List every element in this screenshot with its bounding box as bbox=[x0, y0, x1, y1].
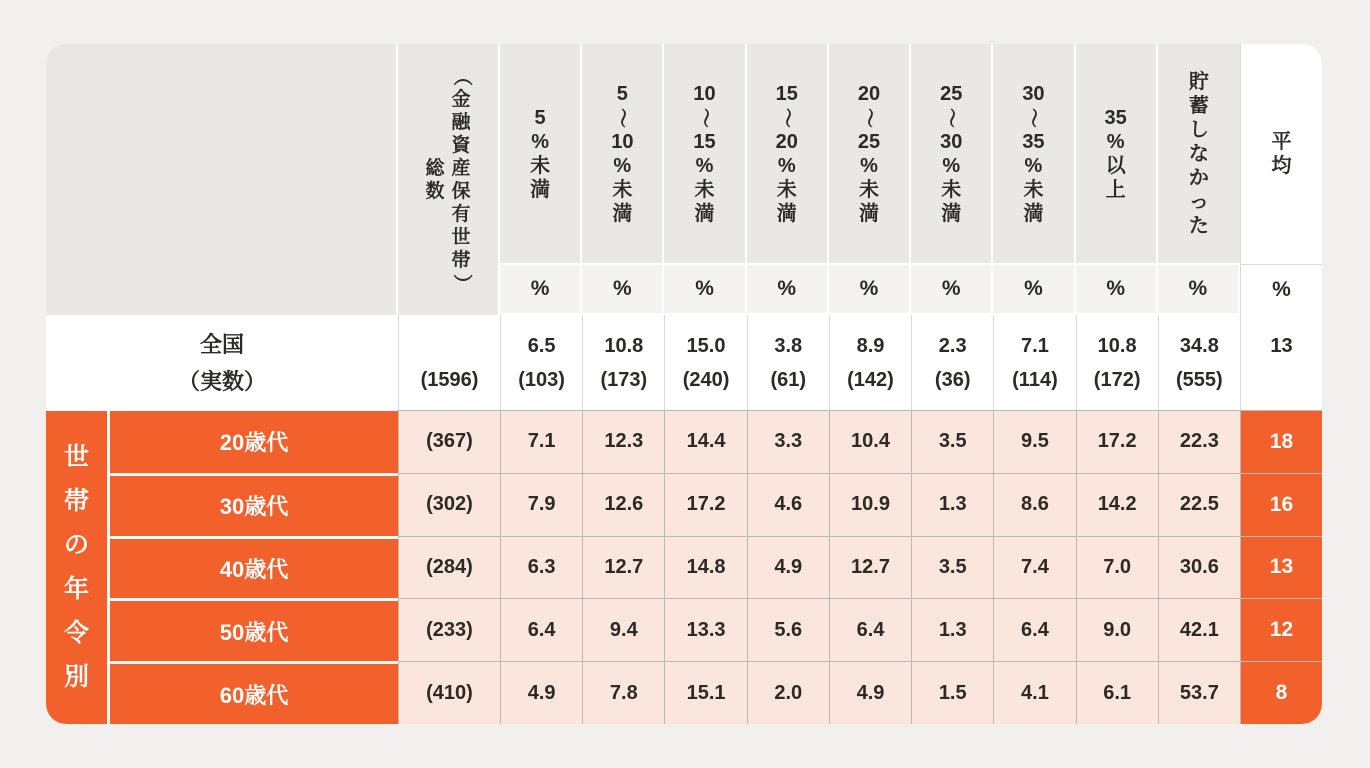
age-value-cell: 1.3 bbox=[911, 473, 993, 536]
national-value-cell: 3.8 (61) bbox=[747, 315, 829, 410]
age-value-cell: 4.9 bbox=[500, 661, 582, 724]
age-value-cell: 7.8 bbox=[582, 661, 664, 724]
age-value-cell: 1.5 bbox=[911, 661, 993, 724]
header-total-column bbox=[398, 44, 500, 315]
age-row-label-60s: 60歳代 bbox=[110, 661, 398, 724]
unit-cell: % bbox=[911, 265, 993, 315]
age-value-cell: 7.0 bbox=[1076, 536, 1158, 599]
age-value-cell: 12.6 bbox=[582, 473, 664, 536]
header-range-5: 25 〜 30 % 未 満 bbox=[911, 44, 993, 265]
age-value-cell: 17.2 bbox=[1076, 410, 1158, 473]
national-label-line1: 全国 bbox=[199, 331, 244, 357]
age-value-cell: 17.2 bbox=[664, 473, 746, 536]
age-total-cell: (302) bbox=[398, 473, 500, 536]
unit-cell: % bbox=[664, 265, 746, 315]
national-total-cell: (1596) bbox=[398, 315, 500, 410]
age-value-cell: 10.9 bbox=[829, 473, 911, 536]
age-value-cell: 6.4 bbox=[829, 598, 911, 661]
age-value-cell: 1.3 bbox=[911, 598, 993, 661]
header-range-6: 30 〜 35 % 未 満 bbox=[993, 44, 1075, 265]
age-total-cell: (367) bbox=[398, 410, 500, 473]
unit-cell: % bbox=[582, 265, 664, 315]
header-range-0: 5 % 未 満 bbox=[500, 44, 582, 265]
age-value-cell: 12.7 bbox=[829, 536, 911, 599]
age-value-cell: 22.3 bbox=[1158, 410, 1240, 473]
age-value-cell: 6.3 bbox=[500, 536, 582, 599]
header-range-1: 5 〜 10 % 未 満 bbox=[582, 44, 664, 265]
national-value-cell: 34.8 (555) bbox=[1158, 315, 1240, 410]
age-value-cell: 14.2 bbox=[1076, 473, 1158, 536]
age-average-cell: 16 bbox=[1240, 473, 1322, 536]
unit-cell: % bbox=[1158, 265, 1240, 315]
national-value-cell: 8.9 (142) bbox=[829, 315, 911, 410]
unit-cell: % bbox=[1076, 265, 1158, 315]
age-average-cell: 18 bbox=[1240, 410, 1322, 473]
age-value-cell: 9.4 bbox=[582, 598, 664, 661]
age-value-cell: 9.0 bbox=[1076, 598, 1158, 661]
age-value-cell: 4.6 bbox=[747, 473, 829, 536]
age-value-cell: 30.6 bbox=[1158, 536, 1240, 599]
age-value-cell: 15.1 bbox=[664, 661, 746, 724]
header-range-4: 20 〜 25 % 未 満 bbox=[829, 44, 911, 265]
age-value-cell: 14.4 bbox=[664, 410, 746, 473]
age-section-label: 世 帯 の 年 令 別 bbox=[46, 410, 110, 724]
header-total-inner-label: 総 数 bbox=[425, 157, 445, 202]
unit-cell-average: % bbox=[1240, 265, 1322, 315]
age-value-cell: 7.4 bbox=[993, 536, 1075, 599]
unit-cell: % bbox=[993, 265, 1075, 315]
age-value-cell: 12.3 bbox=[582, 410, 664, 473]
age-value-cell: 3.3 bbox=[747, 410, 829, 473]
age-value-cell: 14.8 bbox=[664, 536, 746, 599]
national-value-cell: 6.5 (103) bbox=[500, 315, 582, 410]
age-value-cell: 10.4 bbox=[829, 410, 911, 473]
national-value-cell: 10.8 (173) bbox=[582, 315, 664, 410]
age-value-cell: 7.1 bbox=[500, 410, 582, 473]
national-value-cell: 10.8 (172) bbox=[1076, 315, 1158, 410]
age-average-cell: 8 bbox=[1240, 661, 1322, 724]
age-value-cell: 4.1 bbox=[993, 661, 1075, 724]
age-value-cell: 3.5 bbox=[911, 536, 993, 599]
age-value-cell: 4.9 bbox=[829, 661, 911, 724]
age-value-cell: 9.5 bbox=[993, 410, 1075, 473]
age-value-cell: 7.9 bbox=[500, 473, 582, 536]
header-range-2: 10 〜 15 % 未 満 bbox=[664, 44, 746, 265]
age-total-cell: (284) bbox=[398, 536, 500, 599]
age-value-cell: 5.6 bbox=[747, 598, 829, 661]
national-row-label bbox=[46, 315, 398, 410]
age-value-cell: 8.6 bbox=[993, 473, 1075, 536]
age-value-cell: 6.4 bbox=[993, 598, 1075, 661]
national-label-line2: （実数） bbox=[177, 368, 266, 394]
unit-cell: % bbox=[747, 265, 829, 315]
age-total-cell: (233) bbox=[398, 598, 500, 661]
header-average-label: 平 均 bbox=[1271, 131, 1292, 177]
national-value-cell: 15.0 (240) bbox=[664, 315, 746, 410]
national-average-cell: 13 bbox=[1240, 315, 1322, 410]
header-range-8: 貯 蓄 し な か っ た bbox=[1158, 44, 1240, 265]
header-range-3: 15 〜 20 % 未 満 bbox=[747, 44, 829, 265]
national-value-cell: 2.3 (36) bbox=[911, 315, 993, 410]
age-row-label-30s: 30歳代 bbox=[110, 473, 398, 536]
age-average-cell: 12 bbox=[1240, 598, 1322, 661]
age-value-cell: 2.0 bbox=[747, 661, 829, 724]
age-value-cell: 42.1 bbox=[1158, 598, 1240, 661]
header-average-column bbox=[1240, 44, 1322, 265]
age-value-cell: 12.7 bbox=[582, 536, 664, 599]
age-value-cell: 4.9 bbox=[747, 536, 829, 599]
age-row-label-40s: 40歳代 bbox=[110, 536, 398, 599]
unit-cell: % bbox=[500, 265, 582, 315]
savings-rate-table bbox=[46, 44, 1322, 724]
age-value-cell: 53.7 bbox=[1158, 661, 1240, 724]
age-total-cell: (410) bbox=[398, 661, 500, 724]
header-total-outer-label: （ 金 融 資 産 保 有 世 帯 ） bbox=[450, 66, 472, 293]
header-corner-cell bbox=[46, 44, 398, 315]
age-value-cell: 3.5 bbox=[911, 410, 993, 473]
age-average-cell: 13 bbox=[1240, 536, 1322, 599]
header-range-7: 35 % 以 上 bbox=[1076, 44, 1158, 265]
national-value-cell: 7.1 (114) bbox=[993, 315, 1075, 410]
age-row-label-20s: 20歳代 bbox=[110, 410, 398, 473]
age-value-cell: 6.1 bbox=[1076, 661, 1158, 724]
age-value-cell: 6.4 bbox=[500, 598, 582, 661]
age-value-cell: 13.3 bbox=[664, 598, 746, 661]
unit-cell: % bbox=[829, 265, 911, 315]
age-row-label-50s: 50歳代 bbox=[110, 598, 398, 661]
age-value-cell: 22.5 bbox=[1158, 473, 1240, 536]
